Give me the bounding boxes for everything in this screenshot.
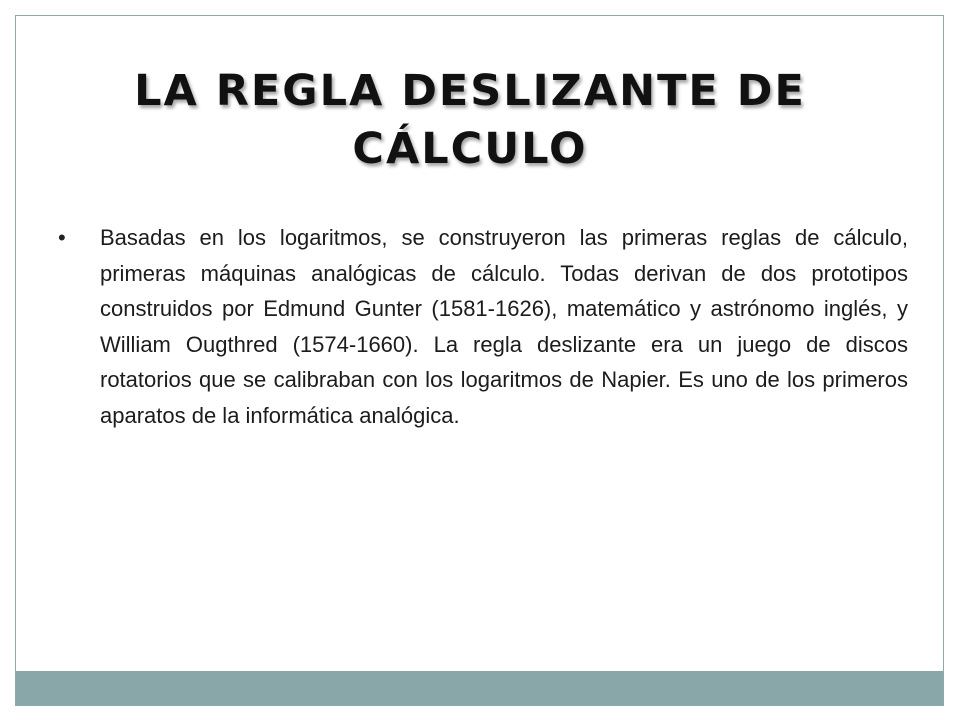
- bullet-item: [58, 220, 908, 433]
- slide-body: [58, 220, 908, 433]
- bullet-text: Basadas en los logaritmos, se construyeron las primeras reglas de cálculo, primeras máquinas analógicas de cálculo. Todas derivan de dos prototipos construidos por Edmund Gunter (1581-1626), matemático y astrónomo inglés, y William Ougthred (1574-1660). La regla deslizante era un juego de discos rotatorios que se calibraban con los logaritmos de Napier. Es uno de los primeros aparatos de la informática analógica.: [100, 225, 908, 428]
- bullet-dot-icon: •: [58, 225, 66, 250]
- footer-bar: [16, 671, 943, 705]
- slide-title: LA REGLA DESLIZANTE DE CÁLCULO: [134, 66, 806, 174]
